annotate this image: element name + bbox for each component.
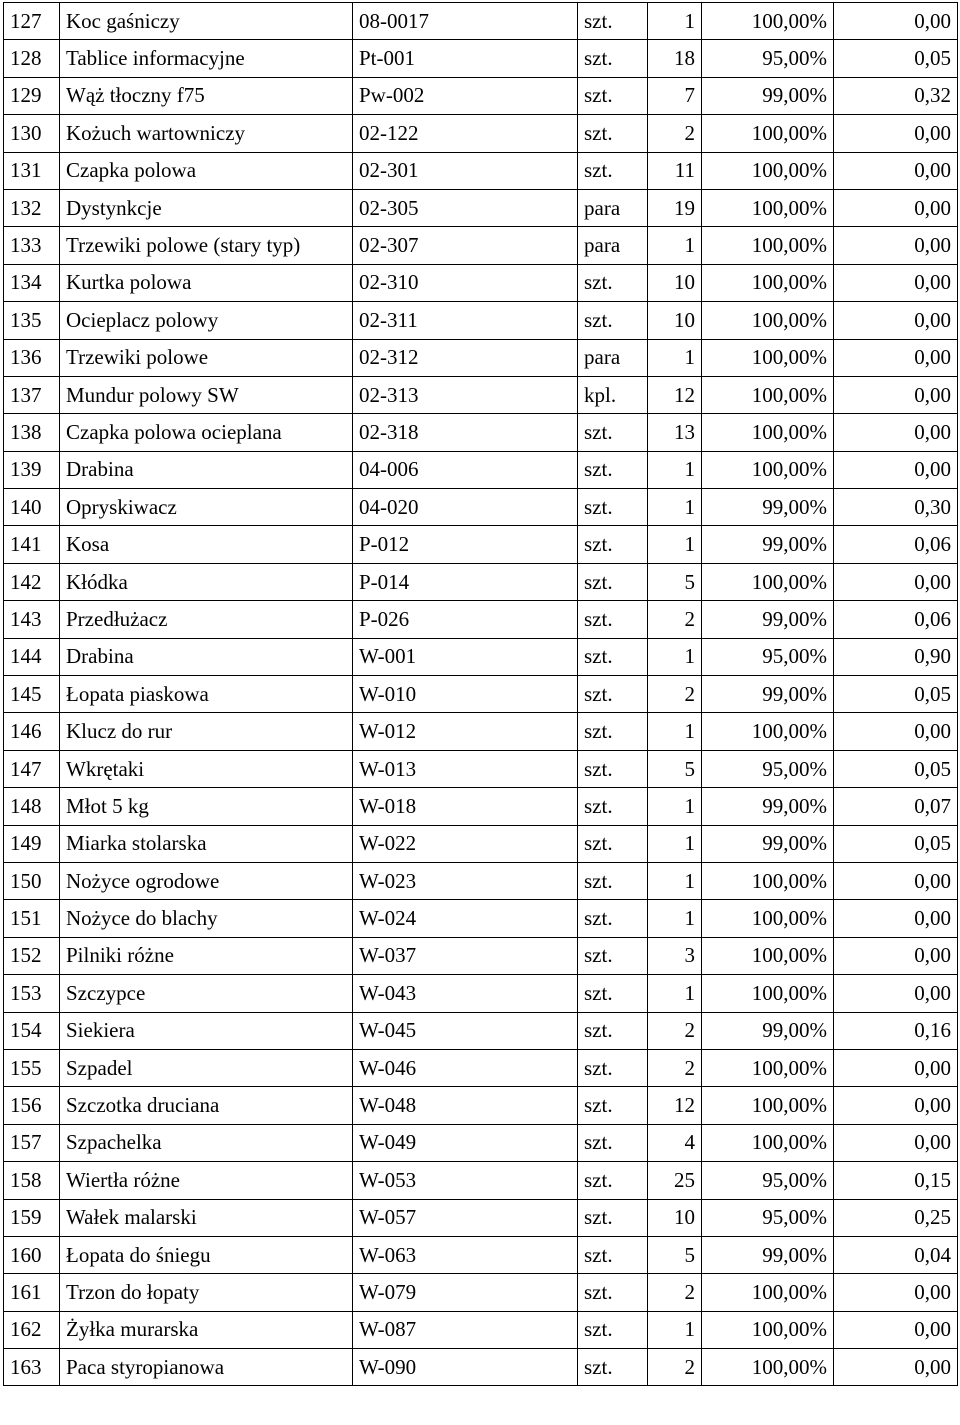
unit-cell: szt. xyxy=(578,937,648,974)
value-cell: 0,00 xyxy=(834,713,958,750)
quantity-cell: 1 xyxy=(648,713,702,750)
quantity-cell: 2 xyxy=(648,1012,702,1049)
item-name-cell: Szpadel xyxy=(60,1049,353,1086)
item-index-cell: W-022 xyxy=(353,825,578,862)
value-cell: 0,05 xyxy=(834,825,958,862)
row-number-cell: 147 xyxy=(4,750,60,787)
wear-percent-cell: 100,00% xyxy=(702,152,834,189)
unit-cell: kpl. xyxy=(578,376,648,413)
item-index-cell: P-012 xyxy=(353,526,578,563)
item-name-cell: Drabina xyxy=(60,451,353,488)
table-row xyxy=(4,638,958,675)
value-cell: 0,30 xyxy=(834,489,958,526)
item-name-cell: Szczotka druciana xyxy=(60,1087,353,1124)
value-cell: 0,00 xyxy=(834,414,958,451)
quantity-cell: 1 xyxy=(648,638,702,675)
unit-cell: szt. xyxy=(578,750,648,787)
value-cell: 0,16 xyxy=(834,1012,958,1049)
row-number-cell: 143 xyxy=(4,601,60,638)
quantity-cell: 25 xyxy=(648,1162,702,1199)
table-row xyxy=(4,1311,958,1348)
row-number-cell: 134 xyxy=(4,264,60,301)
value-cell: 0,00 xyxy=(834,264,958,301)
table-row xyxy=(4,1162,958,1199)
row-number-cell: 156 xyxy=(4,1087,60,1124)
item-name-cell: Czapka polowa xyxy=(60,152,353,189)
quantity-cell: 1 xyxy=(648,862,702,899)
item-index-cell: W-013 xyxy=(353,750,578,787)
quantity-cell: 1 xyxy=(648,489,702,526)
item-name-cell: Żyłka murarska xyxy=(60,1311,353,1348)
inventory-table xyxy=(3,2,958,1386)
unit-cell: para xyxy=(578,189,648,226)
unit-cell: szt. xyxy=(578,1087,648,1124)
row-number-cell: 128 xyxy=(4,40,60,77)
item-index-cell: 02-313 xyxy=(353,376,578,413)
quantity-cell: 1 xyxy=(648,339,702,376)
row-number-cell: 129 xyxy=(4,77,60,114)
value-cell: 0,05 xyxy=(834,676,958,713)
table-row xyxy=(4,152,958,189)
quantity-cell: 1 xyxy=(648,451,702,488)
wear-percent-cell: 100,00% xyxy=(702,414,834,451)
row-number-cell: 160 xyxy=(4,1236,60,1273)
value-cell: 0,00 xyxy=(834,900,958,937)
inventory-table-body xyxy=(4,3,958,1386)
unit-cell: szt. xyxy=(578,825,648,862)
wear-percent-cell: 100,00% xyxy=(702,1311,834,1348)
unit-cell: szt. xyxy=(578,264,648,301)
wear-percent-cell: 100,00% xyxy=(702,862,834,899)
wear-percent-cell: 99,00% xyxy=(702,526,834,563)
row-number-cell: 162 xyxy=(4,1311,60,1348)
item-index-cell: W-049 xyxy=(353,1124,578,1161)
wear-percent-cell: 99,00% xyxy=(702,825,834,862)
value-cell: 0,00 xyxy=(834,1087,958,1124)
row-number-cell: 152 xyxy=(4,937,60,974)
table-row xyxy=(4,601,958,638)
item-name-cell: Nożyce do blachy xyxy=(60,900,353,937)
row-number-cell: 137 xyxy=(4,376,60,413)
item-name-cell: Kłódka xyxy=(60,563,353,600)
row-number-cell: 136 xyxy=(4,339,60,376)
value-cell: 0,00 xyxy=(834,1311,958,1348)
table-row xyxy=(4,227,958,264)
wear-percent-cell: 100,00% xyxy=(702,302,834,339)
wear-percent-cell: 99,00% xyxy=(702,489,834,526)
unit-cell: szt. xyxy=(578,1124,648,1161)
item-name-cell: Nożyce ogrodowe xyxy=(60,862,353,899)
quantity-cell: 1 xyxy=(648,788,702,825)
value-cell: 0,25 xyxy=(834,1199,958,1236)
quantity-cell: 5 xyxy=(648,563,702,600)
value-cell: 0,00 xyxy=(834,1274,958,1311)
value-cell: 0,00 xyxy=(834,339,958,376)
quantity-cell: 4 xyxy=(648,1124,702,1161)
value-cell: 0,06 xyxy=(834,526,958,563)
table-row xyxy=(4,302,958,339)
value-cell: 0,04 xyxy=(834,1236,958,1273)
row-number-cell: 153 xyxy=(4,975,60,1012)
item-name-cell: Trzon do łopaty xyxy=(60,1274,353,1311)
value-cell: 0,00 xyxy=(834,152,958,189)
wear-percent-cell: 100,00% xyxy=(702,189,834,226)
row-number-cell: 135 xyxy=(4,302,60,339)
item-name-cell: Szpachelka xyxy=(60,1124,353,1161)
wear-percent-cell: 100,00% xyxy=(702,376,834,413)
row-number-cell: 127 xyxy=(4,3,60,40)
unit-cell: szt. xyxy=(578,489,648,526)
row-number-cell: 133 xyxy=(4,227,60,264)
item-name-cell: Opryskiwacz xyxy=(60,489,353,526)
item-name-cell: Trzewiki polowe (stary typ) xyxy=(60,227,353,264)
wear-percent-cell: 100,00% xyxy=(702,115,834,152)
value-cell: 0,00 xyxy=(834,862,958,899)
quantity-cell: 1 xyxy=(648,526,702,563)
quantity-cell: 1 xyxy=(648,900,702,937)
item-index-cell: 02-318 xyxy=(353,414,578,451)
row-number-cell: 146 xyxy=(4,713,60,750)
item-name-cell: Klucz do rur xyxy=(60,713,353,750)
table-row xyxy=(4,862,958,899)
wear-percent-cell: 100,00% xyxy=(702,1274,834,1311)
unit-cell: szt. xyxy=(578,563,648,600)
item-index-cell: 02-301 xyxy=(353,152,578,189)
row-number-cell: 139 xyxy=(4,451,60,488)
value-cell: 0,06 xyxy=(834,601,958,638)
value-cell: 0,05 xyxy=(834,750,958,787)
wear-percent-cell: 100,00% xyxy=(702,1087,834,1124)
wear-percent-cell: 100,00% xyxy=(702,713,834,750)
quantity-cell: 2 xyxy=(648,1049,702,1086)
wear-percent-cell: 99,00% xyxy=(702,1012,834,1049)
item-index-cell: 02-305 xyxy=(353,189,578,226)
unit-cell: szt. xyxy=(578,3,648,40)
wear-percent-cell: 99,00% xyxy=(702,77,834,114)
value-cell: 0,05 xyxy=(834,40,958,77)
item-name-cell: Mundur polowy SW xyxy=(60,376,353,413)
item-index-cell: 02-307 xyxy=(353,227,578,264)
item-name-cell: Paca styropianowa xyxy=(60,1349,353,1386)
table-row xyxy=(4,975,958,1012)
unit-cell: szt. xyxy=(578,601,648,638)
item-name-cell: Przedłużacz xyxy=(60,601,353,638)
quantity-cell: 11 xyxy=(648,152,702,189)
item-index-cell: W-090 xyxy=(353,1349,578,1386)
unit-cell: szt. xyxy=(578,676,648,713)
item-name-cell: Siekiera xyxy=(60,1012,353,1049)
item-index-cell: W-018 xyxy=(353,788,578,825)
wear-percent-cell: 95,00% xyxy=(702,1162,834,1199)
wear-percent-cell: 95,00% xyxy=(702,638,834,675)
quantity-cell: 12 xyxy=(648,376,702,413)
wear-percent-cell: 100,00% xyxy=(702,451,834,488)
value-cell: 0,00 xyxy=(834,975,958,1012)
item-name-cell: Kosa xyxy=(60,526,353,563)
table-row xyxy=(4,937,958,974)
quantity-cell: 2 xyxy=(648,1274,702,1311)
row-number-cell: 140 xyxy=(4,489,60,526)
value-cell: 0,00 xyxy=(834,1349,958,1386)
item-index-cell: 02-310 xyxy=(353,264,578,301)
quantity-cell: 1 xyxy=(648,1311,702,1348)
row-number-cell: 151 xyxy=(4,900,60,937)
unit-cell: szt. xyxy=(578,1012,648,1049)
wear-percent-cell: 100,00% xyxy=(702,900,834,937)
item-index-cell: W-024 xyxy=(353,900,578,937)
row-number-cell: 149 xyxy=(4,825,60,862)
value-cell: 0,00 xyxy=(834,563,958,600)
wear-percent-cell: 100,00% xyxy=(702,339,834,376)
value-cell: 0,00 xyxy=(834,937,958,974)
table-row xyxy=(4,750,958,787)
row-number-cell: 148 xyxy=(4,788,60,825)
row-number-cell: 145 xyxy=(4,676,60,713)
table-row xyxy=(4,1124,958,1161)
quantity-cell: 19 xyxy=(648,189,702,226)
item-index-cell: W-010 xyxy=(353,676,578,713)
row-number-cell: 158 xyxy=(4,1162,60,1199)
table-row xyxy=(4,115,958,152)
quantity-cell: 2 xyxy=(648,115,702,152)
value-cell: 0,32 xyxy=(834,77,958,114)
value-cell: 0,00 xyxy=(834,1049,958,1086)
wear-percent-cell: 95,00% xyxy=(702,1199,834,1236)
item-name-cell: Czapka polowa ocieplana xyxy=(60,414,353,451)
wear-percent-cell: 95,00% xyxy=(702,750,834,787)
unit-cell: szt. xyxy=(578,1349,648,1386)
value-cell: 0,90 xyxy=(834,638,958,675)
table-row xyxy=(4,825,958,862)
row-number-cell: 132 xyxy=(4,189,60,226)
quantity-cell: 3 xyxy=(648,937,702,974)
wear-percent-cell: 100,00% xyxy=(702,1049,834,1086)
item-index-cell: W-087 xyxy=(353,1311,578,1348)
row-number-cell: 142 xyxy=(4,563,60,600)
unit-cell: szt. xyxy=(578,1274,648,1311)
item-name-cell: Łopata piaskowa xyxy=(60,676,353,713)
item-index-cell: 02-122 xyxy=(353,115,578,152)
value-cell: 0,07 xyxy=(834,788,958,825)
item-index-cell: W-063 xyxy=(353,1236,578,1273)
quantity-cell: 10 xyxy=(648,302,702,339)
item-name-cell: Szczypce xyxy=(60,975,353,1012)
row-number-cell: 130 xyxy=(4,115,60,152)
unit-cell: szt. xyxy=(578,414,648,451)
quantity-cell: 1 xyxy=(648,227,702,264)
row-number-cell: 161 xyxy=(4,1274,60,1311)
table-row xyxy=(4,77,958,114)
wear-percent-cell: 99,00% xyxy=(702,676,834,713)
item-name-cell: Kożuch wartowniczy xyxy=(60,115,353,152)
table-row xyxy=(4,900,958,937)
unit-cell: szt. xyxy=(578,77,648,114)
item-name-cell: Wiertła różne xyxy=(60,1162,353,1199)
wear-percent-cell: 99,00% xyxy=(702,788,834,825)
item-index-cell: W-043 xyxy=(353,975,578,1012)
unit-cell: szt. xyxy=(578,1311,648,1348)
item-name-cell: Koc gaśniczy xyxy=(60,3,353,40)
wear-percent-cell: 95,00% xyxy=(702,40,834,77)
item-index-cell: 02-312 xyxy=(353,339,578,376)
wear-percent-cell: 99,00% xyxy=(702,1236,834,1273)
quantity-cell: 10 xyxy=(648,1199,702,1236)
row-number-cell: 155 xyxy=(4,1049,60,1086)
wear-percent-cell: 100,00% xyxy=(702,227,834,264)
table-row xyxy=(4,676,958,713)
item-name-cell: Tablice informacyjne xyxy=(60,40,353,77)
unit-cell: szt. xyxy=(578,1199,648,1236)
value-cell: 0,00 xyxy=(834,1124,958,1161)
item-index-cell: P-026 xyxy=(353,601,578,638)
table-row xyxy=(4,1236,958,1273)
table-row xyxy=(4,563,958,600)
quantity-cell: 13 xyxy=(648,414,702,451)
item-name-cell: Łopata do śniegu xyxy=(60,1236,353,1273)
item-name-cell: Trzewiki polowe xyxy=(60,339,353,376)
quantity-cell: 12 xyxy=(648,1087,702,1124)
value-cell: 0,00 xyxy=(834,189,958,226)
quantity-cell: 1 xyxy=(648,975,702,1012)
item-index-cell: W-048 xyxy=(353,1087,578,1124)
unit-cell: szt. xyxy=(578,115,648,152)
item-index-cell: P-014 xyxy=(353,563,578,600)
table-row xyxy=(4,376,958,413)
table-row xyxy=(4,414,958,451)
unit-cell: szt. xyxy=(578,900,648,937)
table-row xyxy=(4,339,958,376)
wear-percent-cell: 100,00% xyxy=(702,3,834,40)
item-index-cell: W-079 xyxy=(353,1274,578,1311)
item-name-cell: Wałek malarski xyxy=(60,1199,353,1236)
unit-cell: szt. xyxy=(578,1162,648,1199)
wear-percent-cell: 100,00% xyxy=(702,937,834,974)
table-row xyxy=(4,40,958,77)
item-index-cell: 08-0017 xyxy=(353,3,578,40)
quantity-cell: 10 xyxy=(648,264,702,301)
item-index-cell: W-053 xyxy=(353,1162,578,1199)
item-name-cell: Wkrętaki xyxy=(60,750,353,787)
quantity-cell: 2 xyxy=(648,676,702,713)
item-index-cell: W-045 xyxy=(353,1012,578,1049)
table-row xyxy=(4,1012,958,1049)
item-name-cell: Ocieplacz polowy xyxy=(60,302,353,339)
value-cell: 0,15 xyxy=(834,1162,958,1199)
quantity-cell: 1 xyxy=(648,3,702,40)
row-number-cell: 159 xyxy=(4,1199,60,1236)
unit-cell: szt. xyxy=(578,451,648,488)
unit-cell: szt. xyxy=(578,1049,648,1086)
row-number-cell: 154 xyxy=(4,1012,60,1049)
unit-cell: szt. xyxy=(578,788,648,825)
value-cell: 0,00 xyxy=(834,451,958,488)
table-row xyxy=(4,3,958,40)
item-name-cell: Dystynkcje xyxy=(60,189,353,226)
quantity-cell: 5 xyxy=(648,1236,702,1273)
table-row xyxy=(4,788,958,825)
item-index-cell: W-012 xyxy=(353,713,578,750)
table-row xyxy=(4,713,958,750)
unit-cell: szt. xyxy=(578,526,648,563)
item-name-cell: Wąż tłoczny f75 xyxy=(60,77,353,114)
row-number-cell: 163 xyxy=(4,1349,60,1386)
value-cell: 0,00 xyxy=(834,302,958,339)
wear-percent-cell: 100,00% xyxy=(702,1349,834,1386)
table-row xyxy=(4,1349,958,1386)
table-row xyxy=(4,264,958,301)
item-index-cell: 04-020 xyxy=(353,489,578,526)
quantity-cell: 2 xyxy=(648,1349,702,1386)
wear-percent-cell: 100,00% xyxy=(702,264,834,301)
item-name-cell: Kurtka polowa xyxy=(60,264,353,301)
item-index-cell: W-023 xyxy=(353,862,578,899)
wear-percent-cell: 100,00% xyxy=(702,975,834,1012)
item-index-cell: W-046 xyxy=(353,1049,578,1086)
quantity-cell: 7 xyxy=(648,77,702,114)
item-index-cell: 02-311 xyxy=(353,302,578,339)
table-row xyxy=(4,189,958,226)
table-row xyxy=(4,1274,958,1311)
value-cell: 0,00 xyxy=(834,227,958,264)
item-name-cell: Miarka stolarska xyxy=(60,825,353,862)
item-index-cell: W-001 xyxy=(353,638,578,675)
item-index-cell: 04-006 xyxy=(353,451,578,488)
row-number-cell: 144 xyxy=(4,638,60,675)
unit-cell: szt. xyxy=(578,713,648,750)
unit-cell: szt. xyxy=(578,1236,648,1273)
item-index-cell: W-037 xyxy=(353,937,578,974)
unit-cell: szt. xyxy=(578,302,648,339)
item-name-cell: Młot 5 kg xyxy=(60,788,353,825)
wear-percent-cell: 99,00% xyxy=(702,601,834,638)
unit-cell: szt. xyxy=(578,40,648,77)
unit-cell: szt. xyxy=(578,975,648,1012)
quantity-cell: 5 xyxy=(648,750,702,787)
row-number-cell: 157 xyxy=(4,1124,60,1161)
table-row xyxy=(4,489,958,526)
value-cell: 0,00 xyxy=(834,115,958,152)
item-index-cell: W-057 xyxy=(353,1199,578,1236)
item-name-cell: Drabina xyxy=(60,638,353,675)
table-row xyxy=(4,526,958,563)
unit-cell: para xyxy=(578,227,648,264)
wear-percent-cell: 100,00% xyxy=(702,1124,834,1161)
item-index-cell: Pw-002 xyxy=(353,77,578,114)
row-number-cell: 131 xyxy=(4,152,60,189)
unit-cell: para xyxy=(578,339,648,376)
unit-cell: szt. xyxy=(578,152,648,189)
table-row xyxy=(4,1087,958,1124)
item-name-cell: Pilniki różne xyxy=(60,937,353,974)
table-row xyxy=(4,1199,958,1236)
quantity-cell: 18 xyxy=(648,40,702,77)
quantity-cell: 1 xyxy=(648,825,702,862)
value-cell: 0,00 xyxy=(834,376,958,413)
unit-cell: szt. xyxy=(578,862,648,899)
value-cell: 0,00 xyxy=(834,3,958,40)
table-row xyxy=(4,1049,958,1086)
item-index-cell: Pt-001 xyxy=(353,40,578,77)
row-number-cell: 150 xyxy=(4,862,60,899)
table-row xyxy=(4,451,958,488)
row-number-cell: 138 xyxy=(4,414,60,451)
wear-percent-cell: 100,00% xyxy=(702,563,834,600)
quantity-cell: 2 xyxy=(648,601,702,638)
unit-cell: szt. xyxy=(578,638,648,675)
row-number-cell: 141 xyxy=(4,526,60,563)
